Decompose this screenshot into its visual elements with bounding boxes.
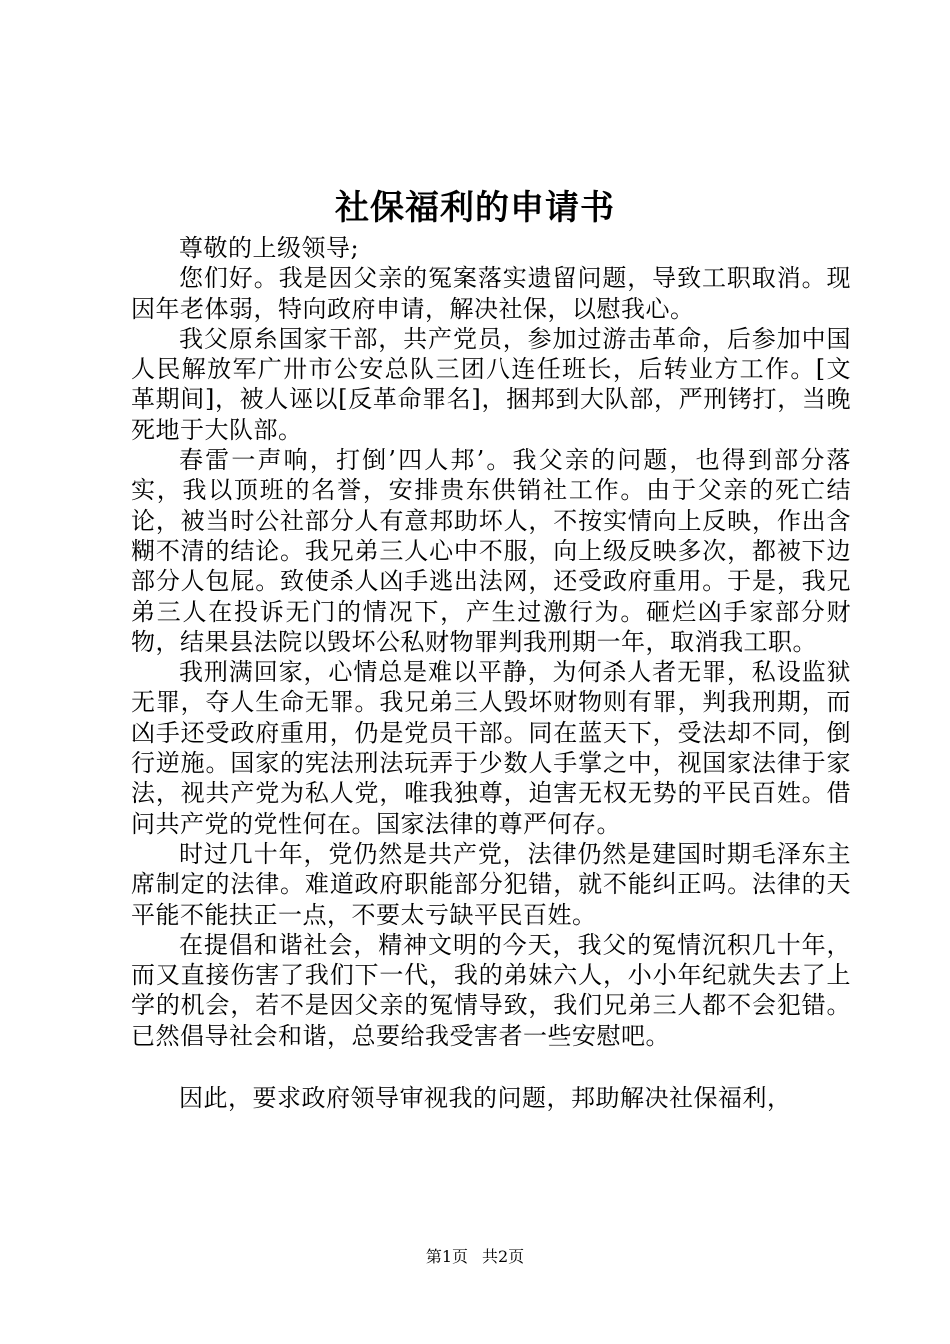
paragraph: 您们好。我是因父亲的冤案落实遗留问题，导致工职取消。现因年老体弱，特向政府申请，解决社保，以慰我心。 [131,264,851,323]
page-number-total: 共2页 [482,1247,525,1266]
paragraph: 在提倡和谐社会，精神文明的今天，我父的冤情沉积几十年，而又直接伤害了我们下一代，我的弟妹六人，小小年纪就失去了上学的机会，若不是因父亲的冤情导致，我们兄弟三人都不会犯错。已然倡导社会和谐，总要给我受害者一些安慰吧。 [131,930,851,1050]
page-footer [0,1246,950,1268]
document-title: 社保福利的申请书 [335,188,615,228]
paragraph: 我刑满回家，心情总是难以平静，为何杀人者无罪，私设监狱无罪，夺人生命无罪。我兄弟三人毁坏财物则有罪，判我刑期，而凶手还受政府重用，仍是党员干部。同在蓝天下，受法却不同，倒行逆施。国家的宪法刑法玩弄于少数人手掌之中，视国家法律于家法，视共产党为私人党，唯我独尊，迫害无权无势的平民百姓。借问共产党的党性何在。国家法律的尊严何存。 [131,658,851,838]
document-body [131,233,851,1113]
paragraph: 春雷一声响，打倒’四人邦’。我父亲的问题，也得到部分落实，我以顶班的名誉，安排贵东供销社工作。由于父亲的死亡结论，被当时公社部分人有意邦助坏人，不按实情向上反映，作出含糊不清的结论。我兄弟三人心中不服，向上级反映多次，都被下边部分人包屁。致使杀人凶手逃出法网，还受政府重用。于是，我兄弟三人在投诉无门的情况下，产生过激行为。砸烂凶手家部分财物，结果县法院以毁坏公私财物罪判我刑期一年，取消我工职。 [131,446,851,656]
paragraph: 时过几十年，党仍然是共产党，法律仍然是建国时期毛泽东主席制定的法律。难道政府职能部分犯错，就不能纠正吗。法律的天平能不能扶正一点，不要太亏缺平民百姓。 [131,839,851,929]
paragraph: 我父原糸国家干部，共产党员，参加过游击革命，后参加中国人民解放军广卅市公安总队三团八连任班长，后转业方工作。[文革期间]，被人诬以[反革命罪名]，捆邦到大队部，严刑铐打，当晚死地于大队部。 [131,324,851,444]
paragraph: 因此，要求政府领导审视我的问题，邦助解决社保福利， [179,1084,792,1113]
page-number-current: 第1页 [425,1247,468,1266]
salutation: 尊敬的上级领导; [179,234,360,262]
